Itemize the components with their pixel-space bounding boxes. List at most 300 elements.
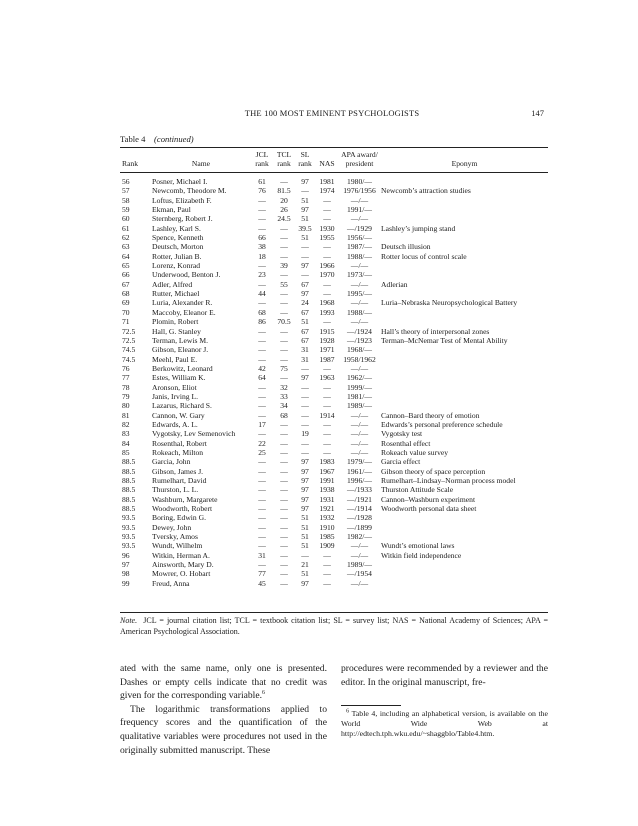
cell-apa: 1979/—	[347, 457, 372, 467]
cell-nas: 1971	[319, 345, 335, 355]
table-row	[120, 579, 548, 588]
cell-tcl: 20	[280, 195, 288, 205]
table-row	[120, 495, 548, 504]
cell-tcl: —	[280, 494, 288, 504]
cell-apa: 1981/—	[347, 391, 372, 401]
table-row	[120, 569, 548, 578]
cell-rank: 58	[122, 195, 130, 205]
cell-eponym: Gibson theory of space perception	[381, 466, 486, 476]
table-header	[120, 151, 548, 168]
cell-name: Estes, William K.	[152, 373, 206, 383]
cell-sl: 51	[301, 317, 309, 327]
cell-rank: 72.5	[122, 326, 136, 336]
cell-tcl: 55	[280, 279, 288, 289]
cell-jcl: 42	[258, 363, 266, 373]
cell-jcl: 68	[258, 307, 266, 317]
cell-apa: —/1924	[347, 326, 372, 336]
table-row	[120, 485, 548, 494]
cell-apa: 1976/1956	[343, 186, 376, 196]
cell-eponym	[381, 392, 548, 401]
cell-name: Sternberg, Robert J.	[152, 214, 213, 224]
cell-eponym	[381, 401, 548, 410]
table-top-rule	[120, 147, 548, 148]
cell-nas: 1983	[319, 457, 335, 467]
cell-rank: 88.5	[122, 494, 136, 504]
cell-tcl: 81.5	[277, 186, 291, 196]
cell-jcl: —	[258, 223, 266, 233]
cell-apa: 1989/—	[347, 560, 372, 570]
cell-sl: 67	[301, 335, 309, 345]
table-row	[120, 476, 548, 485]
cell-name: Edwards, A. L.	[152, 419, 198, 429]
cell-rank: 78	[122, 382, 130, 392]
cell-sl: —	[301, 410, 309, 420]
cell-tcl: —	[280, 307, 288, 317]
running-title: THE 100 MOST EMINENT PSYCHOLOGISTS	[244, 108, 420, 118]
cell-jcl: —	[258, 326, 266, 336]
cell-sl: 97	[301, 261, 309, 271]
cell-tcl: —	[280, 270, 288, 280]
cell-eponym	[381, 233, 548, 242]
cell-jcl: —	[258, 401, 266, 411]
cell-apa: 1995/—	[347, 289, 372, 299]
cell-rank: 77	[122, 373, 130, 383]
cell-tcl: —	[280, 419, 288, 429]
cell-tcl: —	[280, 569, 288, 579]
cell-eponym	[381, 579, 548, 588]
header-tcl-bottom: rank	[277, 158, 291, 168]
table-row	[120, 308, 548, 317]
footnote-rule	[341, 705, 401, 706]
cell-sl: 51	[301, 513, 309, 523]
cell-nas: 1974	[319, 186, 335, 196]
cell-name: Berkowitz, Leonard	[152, 363, 213, 373]
cell-eponym: Vygotsky test	[381, 429, 423, 439]
cell-name: Witkin, Herman A.	[152, 550, 210, 560]
cell-nas: 1991	[319, 476, 335, 485]
cell-tcl: —	[280, 504, 288, 514]
cell-jcl: 38	[258, 242, 266, 252]
cell-tcl: —	[280, 457, 288, 467]
table-row	[120, 280, 548, 289]
table-note	[120, 615, 548, 637]
cell-name: Cannon, W. Gary	[152, 410, 205, 420]
cell-tcl: —	[280, 251, 288, 261]
cell-nas: 1985	[319, 532, 335, 542]
table-row	[120, 224, 548, 233]
table-row	[120, 355, 548, 364]
table-row	[120, 270, 548, 279]
cell-eponym	[381, 214, 548, 223]
cell-rank: 63	[122, 242, 130, 252]
cell-rank: 60	[122, 214, 130, 224]
cell-eponym	[381, 317, 548, 326]
cell-tcl: 33	[280, 391, 288, 401]
table-row	[120, 411, 548, 420]
cell-apa: —/1933	[347, 485, 372, 495]
cell-eponym	[381, 261, 548, 270]
cell-nas: —	[323, 560, 331, 570]
cell-rank: 93.5	[122, 541, 136, 551]
cell-rank: 59	[122, 205, 130, 215]
cell-apa: 1961/—	[347, 466, 372, 476]
cell-rank: 88.5	[122, 466, 136, 476]
header-nas: NAS	[319, 158, 335, 168]
cell-nas: —	[323, 391, 331, 401]
cell-apa: —/—	[350, 317, 369, 327]
cell-jcl: 77	[258, 569, 266, 579]
left-paragraph-1: ated with the same name, only one is presented. Dashes or empty cells indicate that no credit was given for the corresponding variable.	[120, 663, 327, 702]
cell-sl: 97	[301, 485, 309, 495]
cell-eponym	[381, 205, 548, 214]
table-row	[120, 504, 548, 513]
cell-name: Spence, Kenneth	[152, 233, 204, 243]
cell-eponym: Deutsch illusion	[381, 242, 431, 252]
cell-eponym	[381, 513, 548, 522]
cell-tcl: —	[280, 223, 288, 233]
cell-tcl: —	[280, 242, 288, 252]
cell-tcl: 75	[280, 363, 288, 373]
table-bottom-rule	[120, 612, 548, 613]
cell-sl: 67	[301, 307, 309, 317]
cell-sl: 97	[301, 504, 309, 514]
cell-apa: 1988/—	[347, 251, 372, 261]
cell-eponym: Edwards’s personal preference schedule	[381, 419, 503, 429]
cell-nas: 1968	[319, 298, 335, 308]
cell-tcl: —	[280, 532, 288, 542]
cell-sl: 97	[301, 457, 309, 467]
cell-tcl: 68	[280, 410, 288, 420]
cell-rank: 85	[122, 447, 130, 457]
cell-eponym: Adlerian	[381, 279, 408, 289]
table-row	[120, 298, 548, 307]
cell-nas: —	[323, 550, 331, 560]
cell-sl: 97	[301, 466, 309, 476]
cell-rank: 68	[122, 289, 130, 299]
cell-name: Gibson, Eleanor J.	[152, 345, 209, 355]
footnote-ref: 6	[262, 690, 265, 696]
table-row	[120, 177, 548, 186]
cell-jcl: —	[258, 298, 266, 308]
cell-tcl: —	[280, 485, 288, 495]
footnote-number: 6	[346, 708, 350, 715]
table-row	[120, 420, 548, 429]
cell-nas: 1987	[319, 354, 335, 364]
cell-rank: 93.5	[122, 532, 136, 542]
left-paragraph-2: The logarithmic transformations applied to frequency scores and the quantification of the qualitative variables were procedures not used in the originally submitted manuscript. These	[120, 703, 327, 756]
cell-eponym	[381, 355, 548, 364]
cell-sl: —	[301, 251, 309, 261]
cell-apa: 1958/1962	[343, 354, 376, 364]
cell-nas: —	[323, 429, 331, 439]
cell-rank: 69	[122, 298, 130, 308]
cell-apa: —/—	[350, 578, 369, 588]
cell-name: Rotter, Julian B.	[152, 251, 202, 261]
cell-apa: —/—	[350, 541, 369, 551]
cell-sl: —	[301, 391, 309, 401]
table-note-label: Note.	[120, 616, 138, 625]
cell-name: Aronson, Eliot	[152, 382, 197, 392]
header-rank: Rank	[122, 158, 139, 168]
cell-jcl: 86	[258, 317, 266, 327]
cell-apa: —/—	[350, 410, 369, 420]
cell-name: Newcomb, Theodore M.	[152, 186, 227, 196]
cell-eponym: Garcia effect	[381, 457, 421, 467]
cell-tcl: —	[280, 447, 288, 457]
cell-name: Woodworth, Robert	[152, 504, 213, 514]
cell-tcl: —	[280, 466, 288, 476]
cell-nas: 1993	[319, 307, 335, 317]
cell-nas: —	[323, 578, 331, 588]
cell-tcl: —	[280, 326, 288, 336]
cell-sl: 97	[301, 578, 309, 588]
table-row	[120, 513, 548, 522]
cell-name: Maccoby, Eleanor E.	[152, 307, 216, 317]
cell-nas: 1967	[319, 466, 335, 476]
table-header-rule	[120, 172, 548, 173]
cell-rank: 97	[122, 560, 130, 570]
cell-name: Garcia, John	[152, 457, 191, 467]
cell-jcl: —	[258, 560, 266, 570]
table-row	[120, 541, 548, 550]
cell-apa: 1988/—	[347, 307, 372, 317]
cell-jcl: 31	[258, 550, 266, 560]
cell-rank: 72.5	[122, 335, 136, 345]
cell-jcl: 76	[258, 186, 266, 196]
cell-apa: —/—	[350, 438, 369, 448]
cell-sl: 51	[301, 195, 309, 205]
cell-rank: 99	[122, 578, 130, 588]
cell-rank: 93.5	[122, 513, 136, 523]
cell-rank: 66	[122, 270, 130, 280]
table-row	[120, 289, 548, 298]
cell-nas: 1966	[319, 261, 335, 271]
cell-rank: 70	[122, 307, 130, 317]
cell-name: Lorenz, Konrad	[152, 261, 201, 271]
header-apa-bottom: president	[345, 158, 374, 168]
cell-sl: 67	[301, 279, 309, 289]
cell-apa: —/—	[350, 195, 369, 205]
cell-name: Dewey, John	[152, 522, 192, 532]
cell-jcl: 45	[258, 578, 266, 588]
cell-name: Mowrer, O. Hobart	[152, 569, 211, 579]
cell-tcl: 26	[280, 205, 288, 215]
cell-eponym: Woodworth personal data sheet	[381, 504, 477, 514]
page-number: 147	[531, 108, 544, 118]
cell-jcl: —	[258, 261, 266, 271]
cell-name: Tversky, Amos	[152, 532, 198, 542]
table-row	[120, 233, 548, 242]
cell-tcl: —	[280, 522, 288, 532]
cell-apa: —/—	[350, 363, 369, 373]
cell-tcl: —	[280, 354, 288, 364]
cell-tcl: —	[280, 289, 288, 299]
cell-eponym: Rumelhart–Lindsay–Norman process model	[381, 476, 516, 485]
table-row	[120, 392, 548, 401]
cell-apa: —/—	[350, 298, 369, 308]
cell-eponym: Newcomb’s attraction studies	[381, 186, 471, 196]
cell-name: Rosenthal, Robert	[152, 438, 207, 448]
cell-apa: 1962/—	[347, 373, 372, 383]
table-row	[120, 327, 548, 336]
cell-nas: 1910	[319, 522, 335, 532]
cell-eponym	[381, 196, 548, 205]
cell-tcl: —	[280, 335, 288, 345]
cell-tcl: —	[280, 578, 288, 588]
header-jcl-bottom: rank	[255, 158, 269, 168]
cell-sl: —	[301, 270, 309, 280]
cell-eponym	[381, 177, 548, 186]
right-paragraph-1: procedures were recommended by a reviewer and the editor. In the original manuscript, fre-	[341, 663, 548, 688]
cell-name: Wundt, Wilhelm	[152, 541, 203, 551]
cell-eponym: Thurston Attitude Scale	[381, 485, 454, 495]
table-row	[120, 205, 548, 214]
cell-jcl: —	[258, 205, 266, 215]
cell-jcl: —	[258, 279, 266, 289]
cell-tcl: —	[280, 373, 288, 383]
cell-jcl: —	[258, 429, 266, 439]
cell-apa: —/1899	[347, 522, 372, 532]
cell-jcl: 61	[258, 177, 266, 186]
table-row	[120, 467, 548, 476]
cell-sl: 31	[301, 345, 309, 355]
table-caption	[120, 134, 194, 144]
table-row	[120, 261, 548, 270]
cell-rank: 88.5	[122, 485, 136, 495]
cell-jcl: —	[258, 195, 266, 205]
cell-sl: 39.5	[298, 223, 312, 233]
cell-rank: 62	[122, 233, 130, 243]
cell-sl: 97	[301, 177, 309, 186]
cell-name: Vygotsky, Lev Semenovich	[152, 429, 236, 439]
cell-jcl: —	[258, 345, 266, 355]
cell-nas: 1928	[319, 335, 335, 345]
cell-jcl: 25	[258, 447, 266, 457]
cell-sl: —	[301, 242, 309, 252]
cell-name: Lashley, Karl S.	[152, 223, 201, 233]
cell-nas: —	[323, 401, 331, 411]
cell-apa: —/1914	[347, 504, 372, 514]
cell-eponym: Wundt’s emotional laws	[381, 541, 455, 551]
footnote-text: Table 4, including an alphabetical version, is available on the World Wide Web at http://edtech.tph.wku.edu/~shaggblo/Table4.htm.	[341, 709, 548, 738]
cell-name: Luria, Alexander R.	[152, 298, 213, 308]
cell-sl: —	[301, 186, 309, 196]
cell-eponym	[381, 560, 548, 569]
table-row	[120, 317, 548, 326]
cell-rank: 82	[122, 419, 130, 429]
cell-tcl: —	[280, 233, 288, 243]
cell-sl: —	[301, 419, 309, 429]
table-row	[120, 242, 548, 251]
cell-apa: —/1928	[347, 513, 372, 523]
cell-rank: 88.5	[122, 476, 136, 485]
cell-rank: 88.5	[122, 504, 136, 514]
cell-jcl: —	[258, 382, 266, 392]
cell-rank: 88.5	[122, 457, 136, 467]
body-column-right	[341, 662, 548, 689]
cell-apa: —/1921	[347, 494, 372, 504]
cell-jcl: —	[258, 522, 266, 532]
cell-tcl: 24.5	[277, 214, 291, 224]
table-continued-note: (continued)	[154, 134, 194, 144]
cell-apa: 1982/—	[347, 532, 372, 542]
table-row	[120, 560, 548, 569]
cell-apa: 1991/—	[347, 205, 372, 215]
cell-name: Hall, G. Stanley	[152, 326, 201, 336]
cell-name: Terman, Lewis M.	[152, 335, 208, 345]
cell-eponym	[381, 383, 548, 392]
cell-eponym	[381, 532, 548, 541]
cell-apa: 1996/—	[347, 476, 372, 485]
cell-sl: 51	[301, 532, 309, 542]
cell-jcl: —	[258, 335, 266, 345]
cell-eponym	[381, 289, 548, 298]
cell-nas: —	[323, 195, 331, 205]
cell-nas: 1955	[319, 233, 335, 243]
cell-sl: 97	[301, 373, 309, 383]
cell-rank: 57	[122, 186, 130, 196]
cell-rank: 76	[122, 363, 130, 373]
cell-sl: —	[301, 401, 309, 411]
cell-eponym: Cannon–Washburn experiment	[381, 494, 476, 504]
cell-nas: —	[323, 419, 331, 429]
cell-tcl: —	[280, 476, 288, 485]
cell-tcl: —	[280, 550, 288, 560]
table-row	[120, 186, 548, 195]
cell-sl: 97	[301, 476, 309, 485]
cell-name: Meehl, Paul E.	[152, 354, 198, 364]
cell-tcl: —	[280, 438, 288, 448]
header-tcl-top: TCL	[276, 150, 292, 159]
cell-apa: 1973/—	[347, 270, 372, 280]
cell-sl: 31	[301, 354, 309, 364]
cell-jcl: —	[258, 214, 266, 224]
table-row	[120, 345, 548, 354]
cell-name: Thurston, L. L.	[152, 485, 199, 495]
cell-rank: 74.5	[122, 354, 136, 364]
cell-sl: 51	[301, 541, 309, 551]
cell-rank: 84	[122, 438, 130, 448]
cell-sl: 97	[301, 494, 309, 504]
cell-jcl: 22	[258, 438, 266, 448]
cell-apa: —/—	[350, 550, 369, 560]
cell-rank: 83	[122, 429, 130, 439]
cell-sl: 51	[301, 214, 309, 224]
cell-sl: 97	[301, 205, 309, 215]
cell-rank: 96	[122, 550, 130, 560]
cell-jcl: 18	[258, 251, 266, 261]
table-row	[120, 448, 548, 457]
cell-nas: —	[323, 205, 331, 215]
header-apa-top: APA award/	[341, 150, 378, 159]
table-row	[120, 196, 548, 205]
cell-jcl: —	[258, 485, 266, 495]
table-row	[120, 383, 548, 392]
cell-nas: 1932	[319, 513, 335, 523]
cell-name: Adler, Alfred	[152, 279, 193, 289]
cell-sl: —	[301, 438, 309, 448]
cell-eponym: Hall’s theory of interpersonal zones	[381, 326, 490, 336]
footnote	[341, 709, 548, 739]
cell-apa: —/—	[350, 214, 369, 224]
cell-jcl: 66	[258, 233, 266, 243]
cell-tcl: —	[280, 560, 288, 570]
cell-apa: 1968/—	[347, 345, 372, 355]
cell-rank: 80	[122, 401, 130, 411]
cell-nas: —	[323, 382, 331, 392]
cell-name: Plomin, Robert	[152, 317, 199, 327]
cell-jcl: —	[258, 466, 266, 476]
